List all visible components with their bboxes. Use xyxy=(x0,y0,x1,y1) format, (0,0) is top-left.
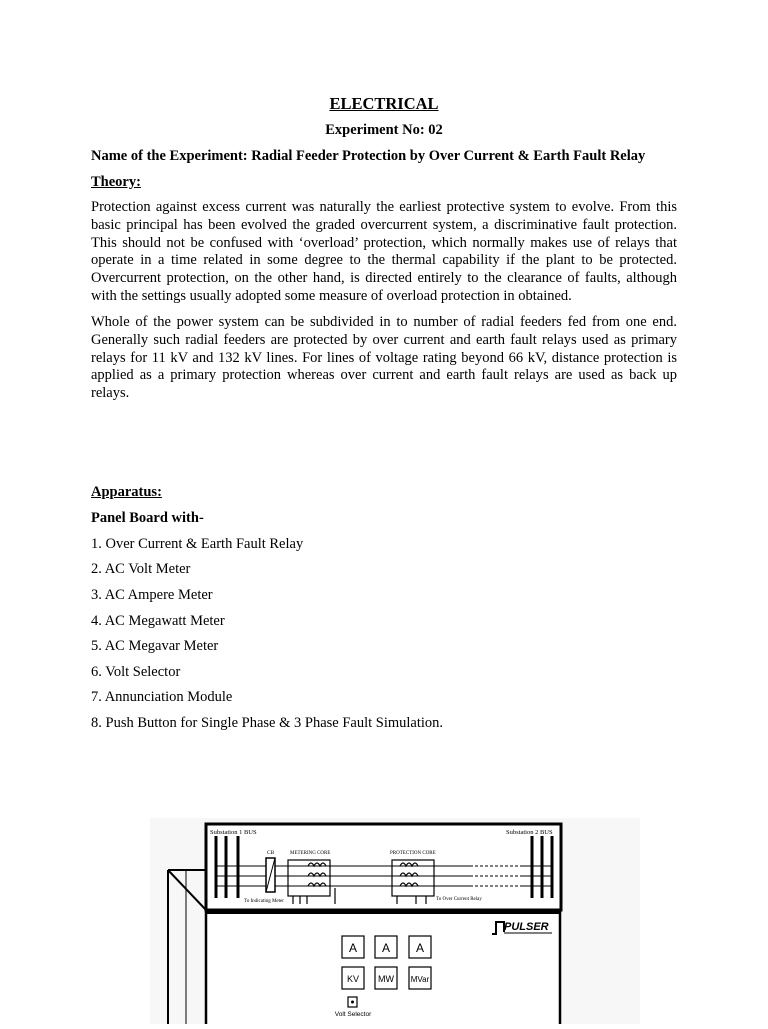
panel-board-diagram xyxy=(150,818,640,1024)
theory-heading: Theory: xyxy=(91,174,141,190)
mw-meter-label: MW xyxy=(378,974,394,984)
apparatus-item: 7. Annunciation Module xyxy=(91,689,233,705)
power-meter-row xyxy=(342,967,431,989)
theory-paragraph-2: Whole of the power system can be subdivided in to number of radial feeders fed from one end. Generally such radial feeders are protected by over current and earth fault relays used as primary relays for 11 kV and 132 kV lines. For lines of voltage rating beyond 66 kV, distance protection is applied as a primary protection whereas over current and earth fault relays are used as back up relays. xyxy=(91,314,677,402)
apparatus-heading: Apparatus: xyxy=(91,484,162,500)
apparatus-item: 6. Volt Selector xyxy=(91,664,181,680)
apparatus-item: 8. Push Button for Single Phase & 3 Phase Fault Simulation. xyxy=(91,715,444,731)
apparatus-item: 4. AC Megawatt Meter xyxy=(91,613,225,629)
volt-selector-label: Volt Selector xyxy=(334,1011,372,1018)
protection-core-label: PROTECTION CORE xyxy=(390,851,436,856)
kv-meter-label: KV xyxy=(346,974,360,984)
apparatus-item: 5. AC Megavar Meter xyxy=(91,638,219,654)
apparatus-subheading: Panel Board with- xyxy=(91,510,204,526)
experiment-name: Name of the Experiment: Radial Feeder Protection by Over Current & Earth Fault Relay xyxy=(91,148,646,164)
metering-core-label: METERING CORE xyxy=(290,851,331,856)
theory-paragraph-1: Protection against excess current was naturally the earliest protective system to evolve. From this basic principal has been evolved the graded overcurrent system, a discriminative fault protection. This should not be confused with ‘overload’ protection, which normally makes use of relays that operate in a time related in some degree to the thermal capability if the plant to be protected. Overcurrent protection, on the other hand, is directed entirely to the clearance of faults, although with the settings usually adopted some measure of overload protection in obtained. xyxy=(91,199,677,304)
brand-name: PULSER xyxy=(504,921,549,933)
substation-2-label: Substation 2 BUS xyxy=(506,829,553,836)
ammeter-1-label: A xyxy=(348,941,358,955)
ammeter-row xyxy=(342,936,431,958)
experiment-number: Experiment No: 02 xyxy=(325,122,443,138)
apparatus-item: 3. AC Ampere Meter xyxy=(91,587,213,603)
ammeter-3-label: A xyxy=(415,941,425,955)
to-over-current-relay-label: To Over Current Relay xyxy=(436,897,482,902)
subject-title: ELECTRICAL xyxy=(329,94,439,113)
substation-1-label: Substation 1 BUS xyxy=(210,829,257,836)
mvar-meter-label: MVar xyxy=(410,975,430,984)
apparatus-item: 1. Over Current & Earth Fault Relay xyxy=(91,536,304,552)
apparatus-item: 2. AC Volt Meter xyxy=(91,561,191,577)
single-line-diagram-frame xyxy=(206,824,561,910)
cb-label: CB xyxy=(267,850,275,856)
ammeter-2-label: A xyxy=(381,941,391,955)
to-indicating-meter-label: To Indicating Meter xyxy=(244,899,284,904)
